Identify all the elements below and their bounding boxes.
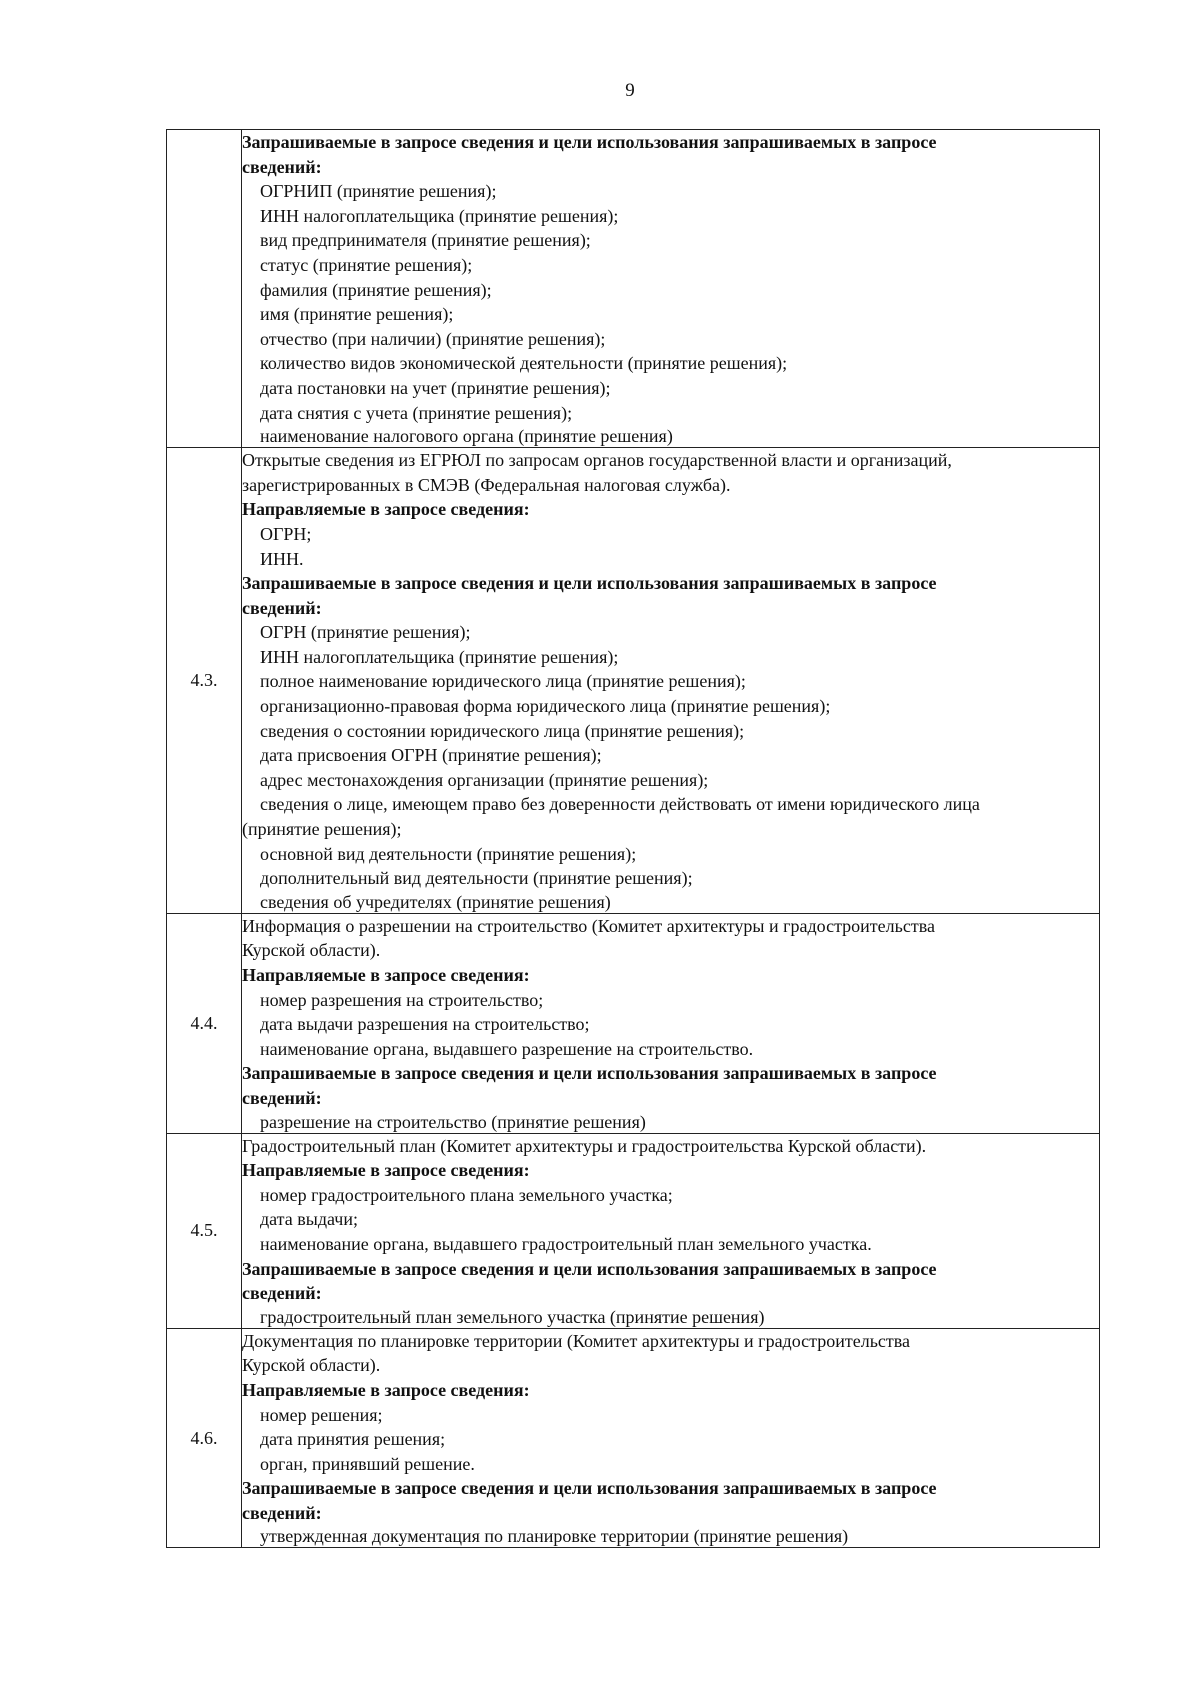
row-content — [242, 913, 1100, 1133]
text-line: Курской области). — [242, 1355, 381, 1376]
section-heading-line: Направляемые в запросе сведения: — [242, 1160, 530, 1181]
table-row — [167, 130, 1100, 448]
requirements-table — [166, 129, 1100, 1548]
section-heading-line: Направляемые в запросе сведения: — [242, 499, 530, 520]
section-heading-line: сведений: — [242, 156, 322, 177]
text-line: отчество (при наличии) (принятие решения); — [260, 328, 606, 349]
text-line: наименование органа, выдавшего разрешение на строительство. — [260, 1038, 754, 1059]
text-line: дополнительный вид деятельности (принятие решения); — [260, 868, 693, 889]
row-content — [242, 1328, 1100, 1548]
text-line: Документация по планировке территории (Комитет архитектуры и градостроительства — [242, 1330, 911, 1351]
text-line: сведения о лице, имеющем право без доверенности действовать от имени юридического лица — [260, 794, 980, 815]
row-number: 4.5. — [167, 1133, 242, 1328]
section-heading-line: сведений: — [242, 597, 322, 618]
text-line: количество видов экономической деятельности (принятие решения); — [260, 353, 788, 374]
section-heading-line: Запрашиваемые в запросе сведения и цели использования запрашиваемых в запросе — [242, 1478, 937, 1499]
row-number — [167, 130, 242, 448]
text-line: полное наименование юридического лица (принятие решения); — [260, 671, 746, 692]
text-line: Открытые сведения из ЕГРЮЛ по запросам органов государственной власти и организаций, — [242, 450, 952, 471]
text-line: основной вид деятельности (принятие решения); — [260, 843, 637, 864]
section-heading-line: сведений: — [242, 1087, 322, 1108]
text-line: дата присвоения ОГРН (принятие решения); — [260, 745, 602, 766]
text-line: разрешение на строительство (принятие решения) — [260, 1111, 646, 1132]
requirements-table-body — [167, 130, 1100, 1548]
section-heading-line: Запрашиваемые в запросе сведения и цели использования запрашиваемых в запросе — [242, 132, 937, 152]
table-row — [167, 1328, 1100, 1548]
text-line: номер решения; — [260, 1404, 383, 1425]
text-line: Информация о разрешении на строительство (Комитет архитектуры и градостроительства — [242, 915, 935, 936]
text-line: дата принятия решения; — [260, 1429, 446, 1450]
text-line: утвержденная документация по планировке территории (принятие решения) — [260, 1526, 849, 1547]
text-line: фамилия (принятие решения); — [260, 279, 492, 300]
text-line: ИНН налогоплательщика (принятие решения); — [260, 646, 619, 667]
text-line: сведения об учредителях (принятие решения) — [260, 891, 611, 912]
text-line: имя (принятие решения); — [260, 304, 454, 325]
row-content — [242, 448, 1100, 914]
section-heading-line: Запрашиваемые в запросе сведения и цели использования запрашиваемых в запросе — [242, 573, 937, 594]
text-line: ОГРНИП (принятие решения); — [260, 181, 497, 202]
text-line: номер градостроительного плана земельного участка; — [260, 1184, 673, 1205]
text-line: наименование налогового органа (принятие решения) — [260, 426, 673, 447]
row-number: 4.4. — [167, 913, 242, 1133]
row-number: 4.6. — [167, 1328, 242, 1548]
table-row — [167, 913, 1100, 1133]
text-line: ОГРН; — [260, 523, 312, 544]
table-row — [167, 448, 1100, 914]
text-line: Градостроительный план (Комитет архитектуры и градостроительства Курской области). — [242, 1135, 927, 1156]
table-row — [167, 1133, 1100, 1328]
row-number: 4.3. — [167, 448, 242, 914]
text-line: зарегистрированных в СМЭВ (Федеральная налоговая служба). — [242, 474, 731, 495]
text-line: сведения о состоянии юридического лица (принятие решения); — [260, 720, 745, 741]
section-heading-line: Направляемые в запросе сведения: — [242, 1379, 530, 1400]
text-line: вид предпринимателя (принятие решения); — [260, 230, 591, 251]
text-line: адрес местонахождения организации (принятие решения); — [260, 769, 709, 790]
text-line: орган, принявший решение. — [260, 1453, 475, 1474]
text-line: дата снятия с учета (принятие решения); — [260, 402, 573, 423]
text-line: дата выдачи разрешения на строительство; — [260, 1014, 590, 1035]
section-heading-line: сведений: — [242, 1283, 322, 1304]
text-line: Курской области). — [242, 940, 381, 961]
text-line: статус (принятие решения); — [260, 254, 473, 275]
row-content — [242, 1133, 1100, 1328]
section-heading-line: Запрашиваемые в запросе сведения и цели использования запрашиваемых в запросе — [242, 1063, 937, 1084]
section-heading-line: Запрашиваемые в запросе сведения и цели использования запрашиваемых в запросе — [242, 1258, 937, 1279]
text-line: ОГРН (принятие решения); — [260, 622, 471, 643]
text-line: ИНН. — [260, 548, 304, 569]
page-number: 9 — [625, 80, 635, 101]
text-line: (принятие решения); — [242, 819, 402, 840]
text-line: дата постановки на учет (принятие решения); — [260, 377, 611, 398]
text-line: наименование органа, выдавшего градостроительный план земельного участка. — [260, 1233, 872, 1254]
text-line: дата выдачи; — [260, 1209, 358, 1230]
text-line: номер разрешения на строительство; — [260, 989, 544, 1010]
text-line: градостроительный план земельного участка (принятие решения) — [260, 1306, 765, 1327]
section-heading-line: Направляемые в запросе сведения: — [242, 965, 530, 985]
section-heading-line: сведений: — [242, 1502, 322, 1523]
row-content — [242, 130, 1100, 448]
text-line: организационно-правовая форма юридического лица (принятие решения); — [260, 696, 831, 717]
text-line: ИНН налогоплательщика (принятие решения); — [260, 205, 619, 226]
